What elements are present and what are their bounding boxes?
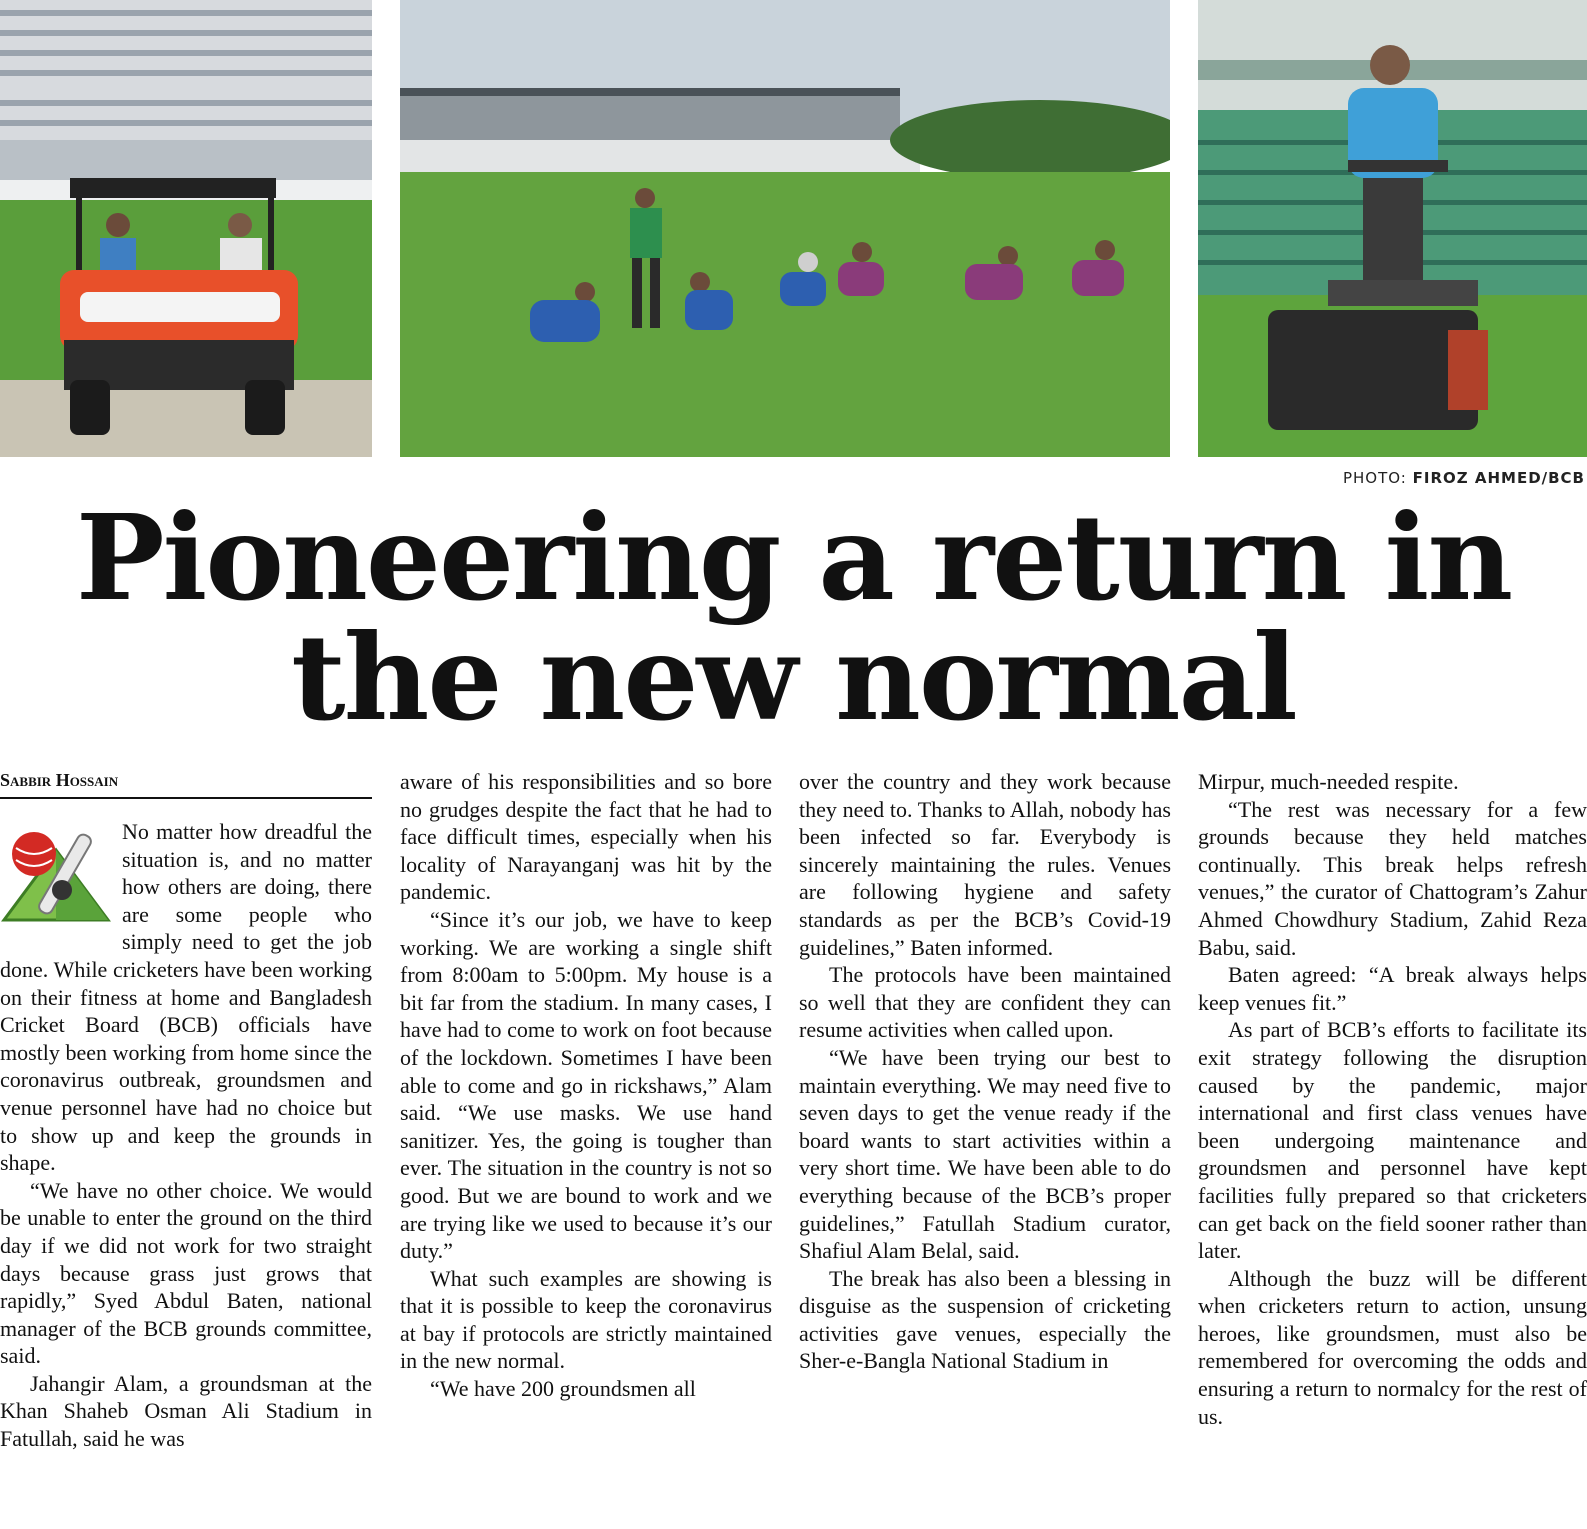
headline-line-1: Pioneering a return in [75, 488, 1512, 627]
article-paragraph: “The rest was necessary for a few grounds because they held matches continually. This break helps refresh venues,” the curator of Chattogram’s Zahur Ahmed Chowdhury Stadium, Zahid Reza Babu, said. [1198, 796, 1587, 960]
article-paragraph: What such examples are showing is that it is possible to keep the coronavirus at bay if protocols are strictly maintained in the new normal. [400, 1265, 772, 1374]
headline [0, 488, 1587, 747]
article-paragraph: Mirpur, much-needed respite. [1198, 769, 1459, 794]
article-paragraph: “We have been trying our best to maintain everything. We may need five to seven days to get the venue ready if the board wants to start activities within a very short time. We have been able to do everything because of the BCB’s proper guidelines,” Fatullah Stadium curator, Shafiul Alam Belal, said. [799, 1044, 1171, 1264]
article-column-3 [799, 768, 1171, 1529]
article-paragraph: Jahangir Alam, a groundsman at the Khan Shaheb Osman Ali Stadium in Fatullah, said he was [0, 1370, 372, 1452]
cricket-section-icon [0, 820, 112, 928]
article-paragraph: Baten agreed: “A break always helps keep venues fit.” [1198, 962, 1587, 1015]
article-paragraph: No matter how dreadful the situation is, and no matter how others are doing, there are some people who simply need to get the job done. While cricketers have been working on their fitness at home and Bangladesh Cricket Board (BCB) officials have mostly been working from home since the coronavirus outbreak, groundsmen and venue personnel have had no choice but to show up and keep the grounds in shape. [0, 819, 372, 1176]
article-paragraph: Although the buzz will be different when cricketers return to action, unsung heroes, like groundsmen, must also be remembered for overcoming the odds and ensuring a return to normalcy for the rest of us. [1198, 1265, 1587, 1429]
photo-credit [1343, 469, 1585, 487]
article-paragraph: “We have no other choice. We would be unable to enter the ground on the third day if we did not work for two straight days because grass just grows that rapidly,” Syed Abdul Baten, national manager of the BCB grounds committee, said. [0, 1177, 372, 1369]
article-paragraph: As part of BCB’s efforts to facilitate its exit strategy following the disruption caused by the pandemic, major international and first class venues have been undergoing maintenance and groundsmen and personnel have kept facilities fully prepared so that cricketers can get back on the field sooner rather than later. [1198, 1017, 1587, 1264]
headline-line-2: the new normal [291, 608, 1296, 747]
article-paragraph: “Since it’s our job, we have to keep working. We are working a single shift from 8:00am to 5:00pm. My house is a bit far from the stadium. In many cases, I have had to come to work on foot because of the lockdown. Sometimes I have been able to come and go in rickshaws,” Alam said. “We use masks. We use hand sanitizer. Yes, the going is tougher than ever. The situation in the country is not so good. But we are bound to work and we are trying like we used to because it’s our duty.” [400, 906, 772, 1264]
photo-mowing-pitch [1198, 0, 1587, 457]
article-column-1 [0, 818, 372, 1529]
photo-credit-label: PHOTO: [1342, 469, 1407, 487]
article-paragraph: The protocols have been maintained so well that they are confident they can resume activities when called upon. [799, 962, 1171, 1043]
byline: Sabbir Hossain [0, 770, 372, 799]
photo-utility-vehicle [0, 0, 372, 457]
photo-credit-name: FIROZ AHMED/BCB [1412, 469, 1585, 487]
article-paragraph: The break has also been a blessing in disguise as the suspension of cricketing activities gave venues, especially the Sher-e-Bangla National Stadium in [799, 1265, 1171, 1374]
photo-groundsmen-on-field [400, 0, 1170, 457]
article-paragraph: aware of his responsibilities and so bore no grudges despite the fact that he had to face difficult times, especially when his locality of Narayanganj was hit by the pandemic. [400, 769, 772, 905]
article-column-4 [1198, 768, 1587, 1529]
article-paragraph: “We have 200 groundsmen all [430, 1376, 696, 1402]
article-column-2 [400, 768, 772, 1529]
article-paragraph: over the country and they work because they need to. Thanks to Allah, nobody has been infected so far. Everybody is sincerely maintaining the rules. Venues are following hygiene and safety standards as per the BCB’s Covid-19 guidelines,” Baten informed. [799, 769, 1171, 960]
